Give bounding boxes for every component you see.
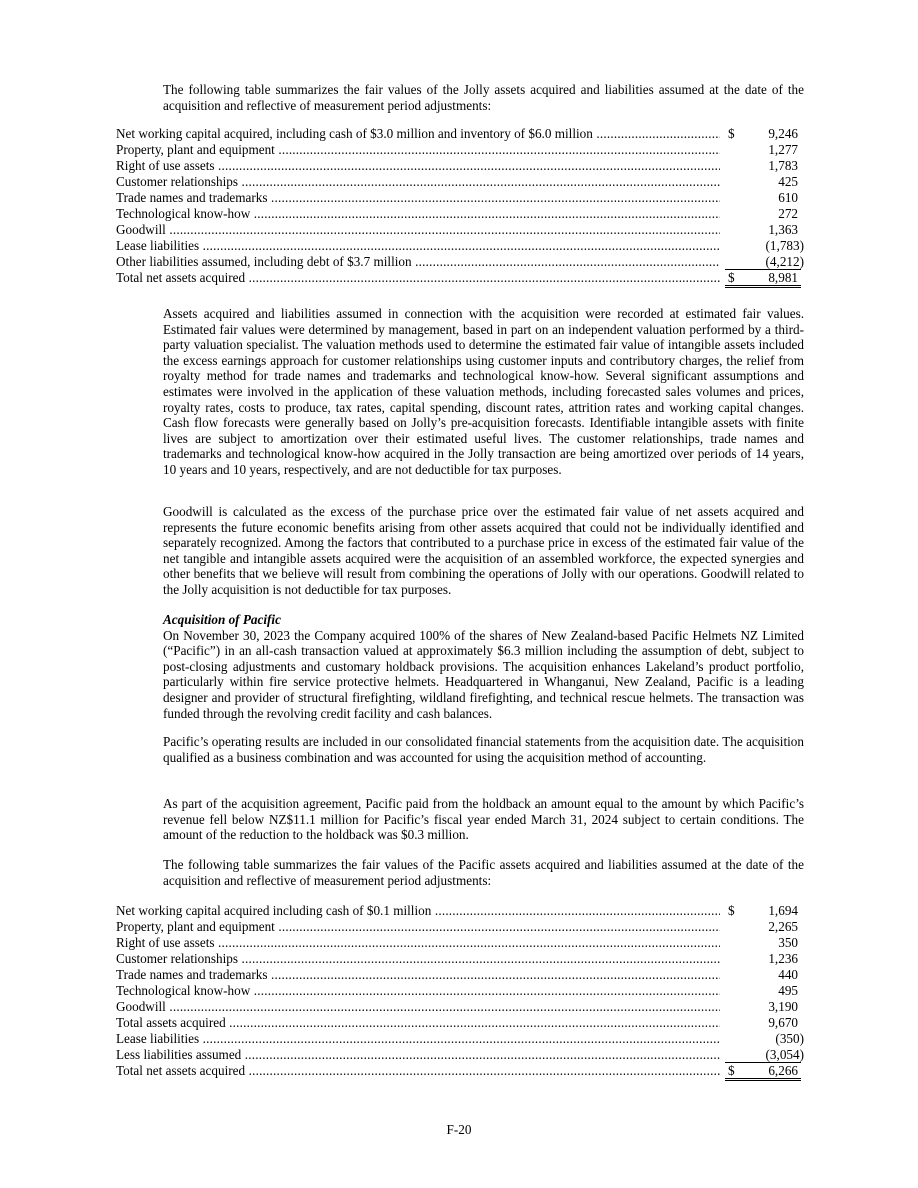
table-row bbox=[116, 903, 806, 919]
table-row bbox=[116, 1031, 806, 1047]
table-row bbox=[116, 951, 806, 967]
row-value: 495 bbox=[778, 983, 798, 998]
page-number: F-20 bbox=[446, 1122, 472, 1137]
table-row bbox=[116, 174, 806, 190]
row-label: Right of use assets ..... bbox=[116, 935, 720, 951]
table-row bbox=[116, 190, 806, 206]
row-label: Lease liabilities ..... bbox=[116, 1031, 720, 1047]
currency-symbol: $ bbox=[728, 126, 735, 141]
row-value: 1,783 bbox=[768, 158, 798, 173]
table-row bbox=[116, 919, 806, 935]
row-value: 350 bbox=[778, 935, 798, 950]
row-value: 440 bbox=[778, 967, 798, 982]
row-value: (350) bbox=[775, 1031, 804, 1046]
table-total-row bbox=[116, 270, 806, 286]
table-row bbox=[116, 222, 806, 238]
total-double-underline bbox=[725, 1080, 801, 1081]
row-value: 1,694 bbox=[768, 903, 798, 918]
row-label: Net working capital acquired, including cash of $3.0 million and inventory of $6.0 million ..... bbox=[116, 126, 720, 142]
row-value: 1,236 bbox=[768, 951, 798, 966]
row-label: Right of use assets ..... bbox=[116, 158, 720, 174]
pacific-acquisition-paragraph: On November 30, 2023 the Company acquired 100% of the shares of New Zealand-based Pacific Helmets NZ Limited (“Pacific”) in an all-cash transaction valued at approximately $6.3 million including the assumption of debt, subject to post-closing adjustments and customary holdback provisions. The acquisition enhances Lakeland’s product portfolio, particularly within fire service protective helmets. Headquartered in Whanganui, New Zealand, Pacific is a leading designer and provider of structural firefighting, wildland firefighting, and technical rescue helmets. The transaction was funded through the revolving credit facility and cash balances. bbox=[163, 627, 804, 721]
table-row bbox=[116, 1015, 806, 1031]
table-row bbox=[116, 983, 806, 999]
total-double-underline bbox=[725, 285, 801, 286]
row-value: (1,783) bbox=[765, 238, 804, 253]
row-label: Trade names and trademarks ..... bbox=[116, 190, 720, 206]
row-label: Technological know-how ..... bbox=[116, 206, 720, 222]
row-label: Less liabilities assumed ..... bbox=[116, 1047, 720, 1063]
row-label: Property, plant and equipment ..... bbox=[116, 142, 720, 158]
row-label: Customer relationships ..... bbox=[116, 951, 720, 967]
table-row bbox=[116, 999, 806, 1015]
table-row bbox=[116, 238, 806, 254]
row-label: Net working capital acquired including cash of $0.1 million ..... bbox=[116, 903, 720, 919]
goodwill-paragraph: Goodwill is calculated as the excess of the purchase price over the estimated fair value of net assets acquired and represents the future economic benefits arising from other assets acquired that could not be individually identified and separately recognized. Among the factors that contributed to a purchase price in excess of the estimated fair value of the net tangible and intangible assets acquired were the acquisition of an assembled workforce, the expected synergies and other benefits that we believe will result from combining the operations of Jolly with our operations. Goodwill related to the Jolly acquisition is not deductible for tax purposes. bbox=[163, 504, 804, 597]
row-value: (3,054) bbox=[765, 1047, 804, 1062]
fair-values-paragraph: Assets acquired and liabilities assumed in connection with the acquisition were recorded at estimated fair values. Estimated fair values were determined by management, based in part on an independent valuation performed by a third-party valuation specialist. The valuation methods used to determine the estimated fair value of intangible assets included the excess earnings approach for customer relationships using customer inputs and contributory charges, the relief from royalty method for trade names and trademarks and technological know-how. Several significant assumptions and estimates were involved in the application of these valuation methods, including forecasted sales volumes and prices, royalty rates, costs to produce, tax rates, capital spending, discount rates, attrition rates and working capital changes. Cash flow forecasts were generally based on Jolly’s pre-acquisition forecasts. Identifiable intangible assets with finite lives are subject to amortization over their estimated useful lives. The customer relationships, trade names and trademarks and technological know-how acquired in the Jolly transaction are being amortized over periods of 14 years, 10 years and 10 years, respectively, and are not deductible for tax purposes. bbox=[163, 306, 804, 477]
table-row bbox=[116, 1047, 806, 1063]
row-label: Goodwill ..... bbox=[116, 999, 720, 1015]
row-value: 1,277 bbox=[768, 142, 798, 157]
table-row bbox=[116, 967, 806, 983]
row-value: 272 bbox=[778, 206, 798, 221]
row-value: 425 bbox=[778, 174, 798, 189]
row-label: Total assets acquired ..... bbox=[116, 1015, 720, 1031]
table-row bbox=[116, 206, 806, 222]
row-value: 9,670 bbox=[768, 1015, 798, 1030]
row-value: (4,212) bbox=[765, 254, 804, 269]
jolly-fair-value-table bbox=[116, 126, 806, 286]
jolly-table-intro: The following table summarizes the fair values of the Jolly assets acquired and liabilities assumed at the date of the acquisition and reflective of measurement period adjustments: bbox=[163, 82, 804, 113]
currency-symbol: $ bbox=[728, 1063, 735, 1078]
section-heading: Acquisition of Pacific bbox=[163, 612, 281, 627]
total-double-underline bbox=[725, 287, 801, 288]
row-label: Lease liabilities ..... bbox=[116, 238, 720, 254]
row-value: 3,190 bbox=[768, 999, 798, 1014]
row-value: 2,265 bbox=[768, 919, 798, 934]
row-label: Property, plant and equipment ..... bbox=[116, 919, 720, 935]
table-row bbox=[116, 158, 806, 174]
total-label: Total net assets acquired ..... bbox=[116, 1063, 720, 1079]
row-label: Trade names and trademarks ..... bbox=[116, 967, 720, 983]
table-row bbox=[116, 254, 806, 270]
table-row bbox=[116, 142, 806, 158]
currency-symbol: $ bbox=[728, 903, 735, 918]
row-value: 9,246 bbox=[768, 126, 798, 141]
total-label: Total net assets acquired ..... bbox=[116, 270, 720, 286]
currency-symbol: $ bbox=[728, 270, 735, 285]
table-row bbox=[116, 935, 806, 951]
pacific-section bbox=[163, 612, 804, 721]
pacific-table-intro: The following table summarizes the fair values of the Pacific assets acquired and liabilities assumed at the date of the acquisition and reflective of measurement period adjustments: bbox=[163, 857, 804, 888]
pacific-fair-value-table bbox=[116, 903, 806, 1079]
row-value: 610 bbox=[778, 190, 798, 205]
row-label: Goodwill ..... bbox=[116, 222, 720, 238]
row-value: 1,363 bbox=[768, 222, 798, 237]
holdback-paragraph: As part of the acquisition agreement, Pacific paid from the holdback an amount equal to the amount by which Pacific’s revenue fell below NZ$11.1 million for Pacific’s fiscal year ended March 31, 2024 subject to certain conditions. The amount of the reduction to the holdback was $0.3 million. bbox=[163, 796, 804, 843]
total-value: 6,266 bbox=[768, 1063, 798, 1078]
total-value: 8,981 bbox=[768, 270, 798, 285]
row-label: Customer relationships ..... bbox=[116, 174, 720, 190]
row-label: Other liabilities assumed, including debt of $3.7 million ..... bbox=[116, 254, 720, 270]
total-double-underline bbox=[725, 1078, 801, 1079]
table-row bbox=[116, 126, 806, 142]
table-total-row bbox=[116, 1063, 806, 1079]
row-label: Technological know-how ..... bbox=[116, 983, 720, 999]
operating-results-paragraph: Pacific’s operating results are included in our consolidated financial statements from the acquisition date. The acquisition qualified as a business combination and was accounted for using the acquisition method of accounting. bbox=[163, 734, 804, 765]
